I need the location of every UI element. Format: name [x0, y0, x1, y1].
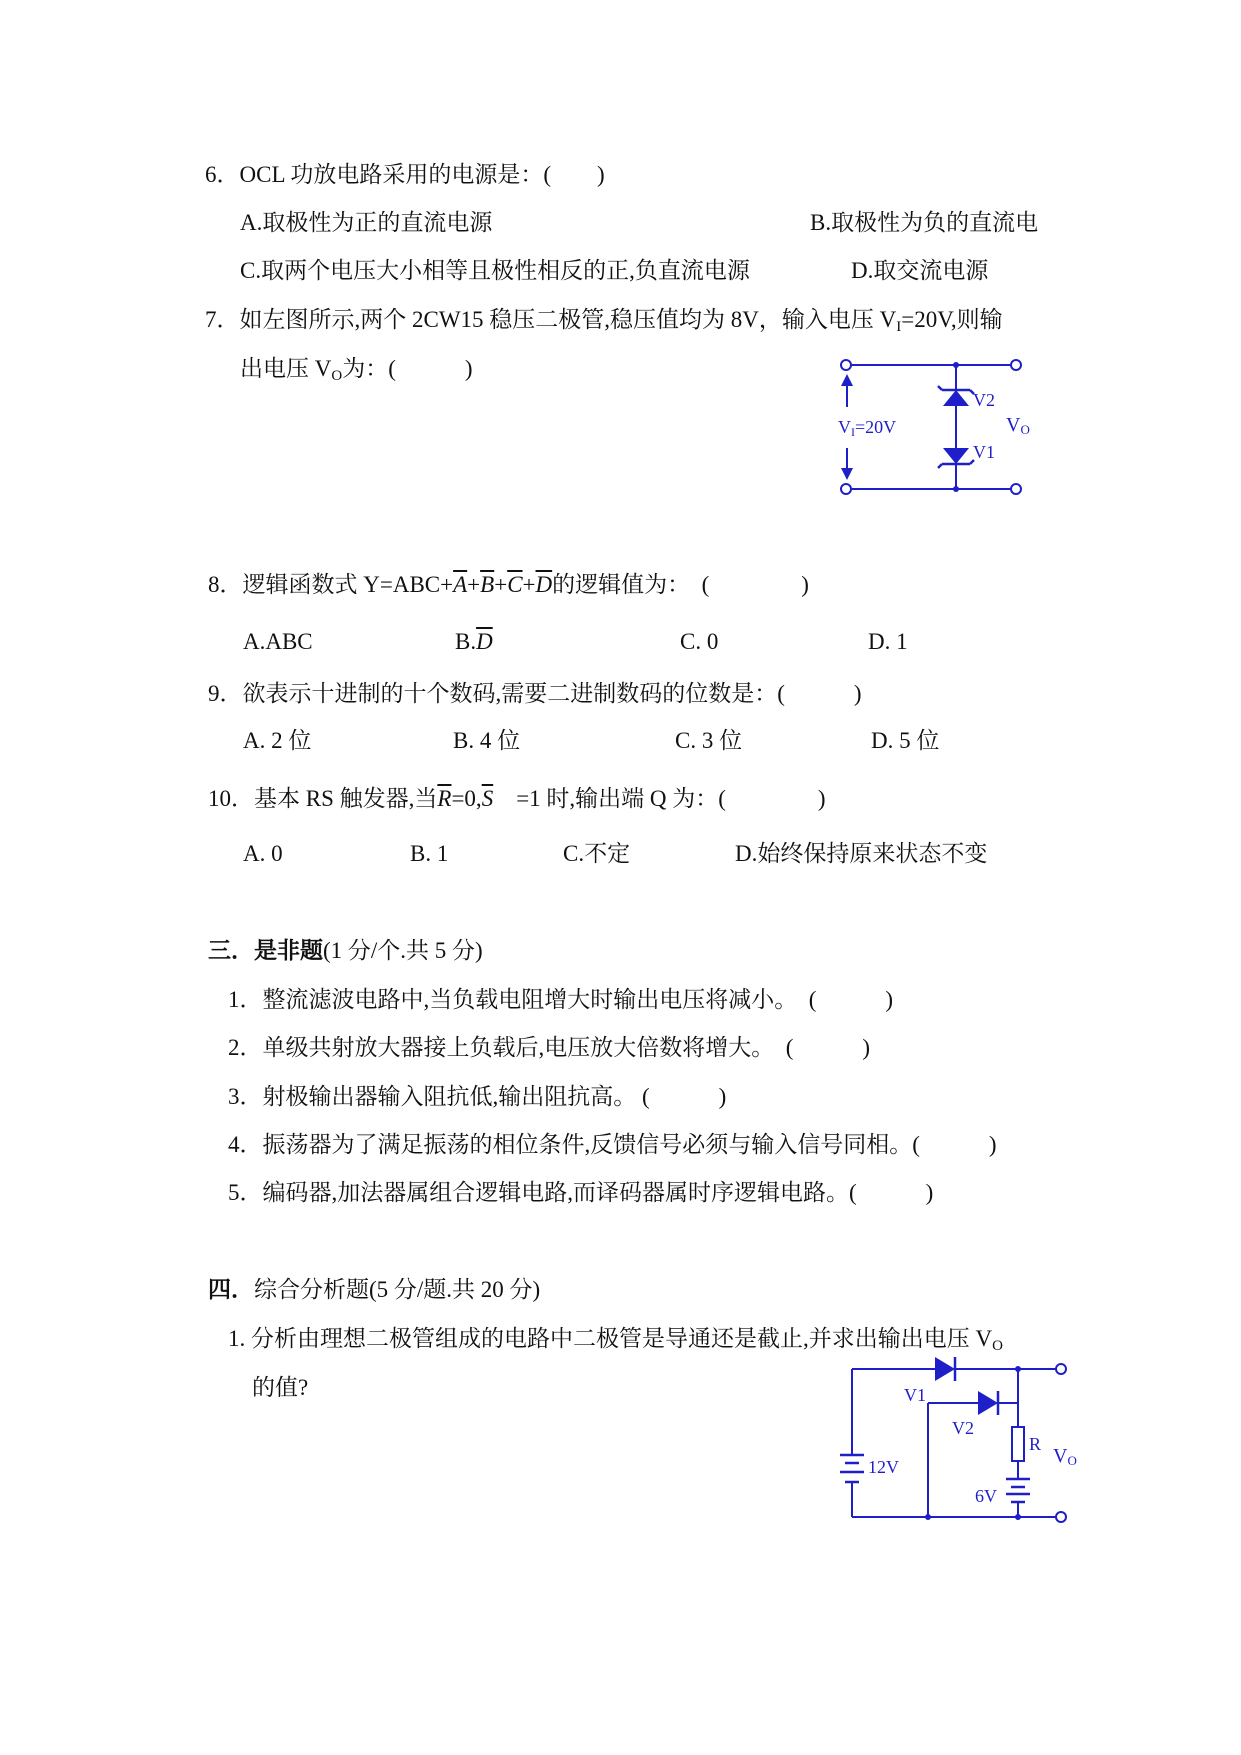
q8-plus-2: +	[494, 572, 508, 597]
q8-d-bar: $\overline{D}$	[535, 572, 553, 597]
q8-plus-1: +	[467, 572, 481, 597]
section4-q1-text: 1. 分析由理想二极管组成的电路中二极管是导通还是截止,并求出输出电压 V	[228, 1326, 993, 1351]
q7-stem-text-a: 7．如左图所示,两个 2CW15 稳压二极管,稳压值均为 8V，输入电压 V	[205, 307, 897, 332]
q8-a-bar: $\overline{A}$	[453, 572, 468, 597]
s4-12v-label: 12V	[868, 1457, 899, 1477]
section3-note: (1 分/个.共 5 分)	[323, 938, 483, 963]
q8-plus-3: +	[522, 572, 536, 597]
q8-stem	[208, 573, 809, 596]
s4-vout-label: VO	[1053, 1445, 1077, 1468]
q8-b-bar: $\overline{B}$	[480, 572, 495, 597]
section3-number: 三．	[208, 938, 254, 963]
q7-vout-label: VO	[1006, 414, 1030, 437]
section4-q1-line2: 的值?	[252, 1375, 309, 1400]
section3-item-5: 5．编码器,加法器属组合逻辑电路,而译码器属时序逻辑电路。( )	[228, 1180, 934, 1205]
q9-stem: 9．欲表示十进制的十个数码,需要二进制数码的位数是：( )	[208, 681, 862, 706]
q8-option-b-var: $\overline{D}$	[476, 629, 493, 654]
section3-heading	[208, 939, 483, 962]
q10-option-d: D.始终保持原来状态不变	[735, 841, 988, 866]
s4-6v-label: 6V	[975, 1486, 997, 1506]
section3-title: 是非题	[254, 938, 323, 963]
q7-stem-line1	[205, 308, 1003, 335]
q10-stem	[208, 787, 826, 810]
q8-prefix: 8．逻辑函数式 Y=ABC+	[208, 572, 454, 597]
q6-stem: 6．OCL 功放电路采用的电源是：( )	[205, 162, 605, 187]
q8-option-a: A.ABC	[243, 629, 313, 654]
q7-stem2-sub: O	[331, 368, 343, 384]
section3-item-1: 1．整流滤波电路中,当负载电阻增大时输出电压将减小。 ( )	[228, 987, 894, 1012]
q6-option-a: A.取极性为正的直流电源	[240, 210, 493, 235]
q7-stem2-text-a: 出电压 V	[240, 356, 332, 381]
q7-vin-label: VI=20V	[838, 417, 897, 439]
s4-v2-label: V2	[952, 1418, 974, 1438]
q9-option-c: C. 3 位	[675, 728, 743, 753]
q7-stem2-text-b: 为：( )	[342, 356, 473, 381]
q10-option-a: A. 0	[243, 841, 283, 866]
q10-suffix: =1 时,输出端 Q 为：( )	[493, 786, 826, 811]
q7-stem-line2	[240, 357, 473, 384]
q7-zener-circuit-diagram	[830, 352, 1070, 512]
q9-option-d: D. 5 位	[871, 728, 940, 753]
q8-option-d: D. 1	[868, 629, 908, 654]
section4-title: 综合分析题(5 分/题.共 20 分)	[254, 1277, 541, 1302]
q8-option-b-prefix: B.	[455, 629, 477, 654]
q7-stem-sub: I	[896, 319, 902, 335]
q10-option-c: C.不定	[563, 841, 631, 866]
q6-option-d: D.取交流电源	[851, 258, 989, 283]
section4-number: 四．	[208, 1277, 254, 1302]
section3-item-2: 2．单级共射放大器接上负载后,电压放大倍数将增大。 ( )	[228, 1035, 871, 1060]
section3-item-4: 4．振荡器为了满足振荡的相位条件,反馈信号必须与输入信号同相。( )	[228, 1132, 997, 1157]
q8-suffix: 的逻辑值为： ( )	[552, 572, 809, 597]
q7-v1-label: V1	[973, 442, 995, 462]
section4-heading	[208, 1278, 540, 1301]
section4-q1-line1	[228, 1327, 1003, 1354]
q10-mid: =0,	[451, 786, 482, 811]
s4-r-label: R	[1029, 1434, 1042, 1454]
q7-stem-text-b: =20V,则输	[901, 307, 1003, 332]
q10-option-b: B. 1	[410, 841, 449, 866]
section4-q1-sub: O	[992, 1338, 1003, 1354]
s4-v1-label: V1	[904, 1385, 926, 1405]
q7-v2-label: V2	[973, 390, 995, 410]
q8-c-bar: $\overline{C}$	[507, 572, 523, 597]
q8-option-c: C. 0	[680, 629, 719, 654]
q9-option-b: B. 4 位	[453, 728, 521, 753]
q6-option-c: C.取两个电压大小相等且极性相反的正,负直流电源	[240, 258, 750, 283]
q10-r-bar: $\overline{R}$	[437, 786, 452, 811]
section3-item-3: 3．射极输出器输入阻抗低,输出阻抗高。 ( )	[228, 1084, 727, 1109]
q10-prefix: 10．基本 RS 触发器,当	[208, 786, 438, 811]
q10-s-bar: $\overline{S}$	[481, 786, 494, 811]
q6-option-b: B.取极性为负的直流电	[810, 210, 1039, 235]
section4-diode-circuit-diagram	[840, 1352, 1080, 1532]
q8-option-b	[455, 630, 493, 653]
q9-option-a: A. 2 位	[243, 728, 312, 753]
